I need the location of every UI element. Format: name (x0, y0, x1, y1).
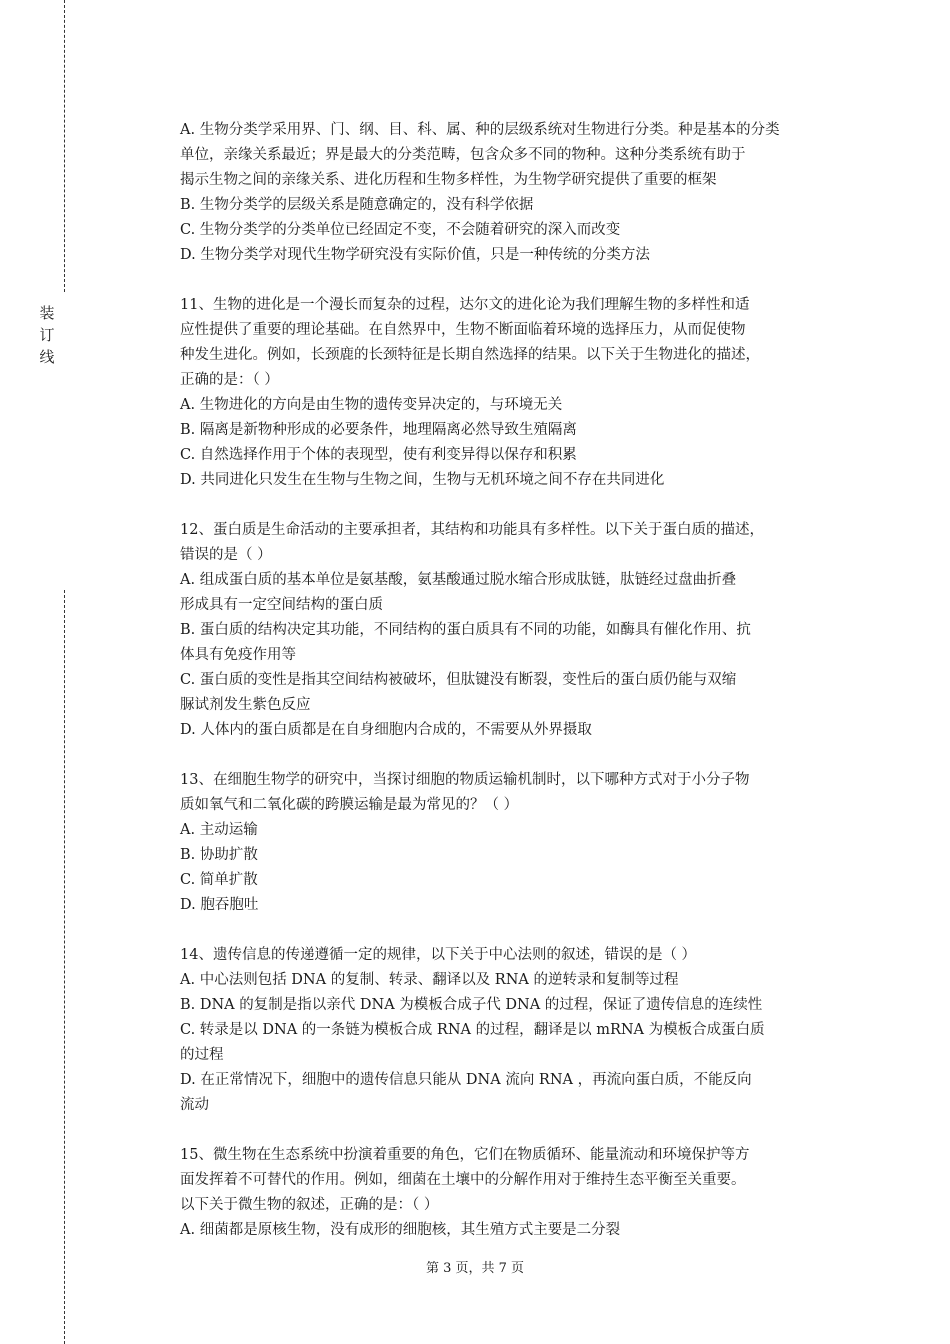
text-line: 形成具有一定空间结构的蛋白质 (180, 597, 383, 613)
text-line: 以下关于微生物的叙述，正确的是：（ ） (180, 1197, 439, 1213)
text-line: A. 细菌都是原核生物，没有成形的细胞核，其生殖方式主要是二分裂 (180, 1222, 621, 1238)
text-line: C. 转录是以 DNA 的一条链为模板合成 RNA 的过程，翻译是以 mRNA 为模板合成蛋白质 (180, 1022, 765, 1038)
text-line: B. 协助扩散 (180, 847, 258, 863)
text-line: A. 主动运输 (180, 822, 258, 838)
question-block (180, 943, 845, 1118)
text-line: A. 组成蛋白质的基本单位是氨基酸，氨基酸通过脱水缩合形成肽链，肽链经过盘曲折叠 (180, 572, 737, 588)
text-line: 的过程 (180, 1047, 224, 1063)
text-line: 揭示生物之间的亲缘关系、进化历程和生物多样性，为生物学研究提供了重要的框架 (180, 172, 717, 188)
text-line: D. 人体内的蛋白质都是在自身细胞内合成的，不需要从外界摄取 (180, 722, 592, 738)
text-line: C. 简单扩散 (180, 872, 258, 888)
text-line: C. 蛋白质的变性是指其空间结构被破坏，但肽键没有断裂，变性后的蛋白质仍能与双缩 (180, 672, 737, 688)
question-block (180, 118, 845, 268)
text-line: A. 中心法则包括 DNA 的复制、转录、翻译以及 RNA 的逆转录和复制等过程 (180, 972, 679, 988)
text-line: 正确的是：（ ） (180, 372, 279, 388)
text-line: 流动 (180, 1097, 209, 1113)
text-line: 错误的是（ ） (180, 547, 272, 563)
binding-label (36, 302, 58, 368)
text-line: 11、生物的进化是一个漫长而复杂的过程，达尔文的进化论为我们理解生物的多样性和适 (180, 297, 750, 313)
question-content (180, 118, 845, 1268)
text-line: B. 隔离是新物种形成的必要条件，地理隔离必然导致生殖隔离 (180, 422, 577, 438)
text-line: 体具有免疫作用等 (180, 647, 296, 663)
text-line: 脲试剂发生紫色反应 (180, 697, 311, 713)
text-line: 14、遗传信息的传递遵循一定的规律，以下关于中心法则的叙述，错误的是（ ） (180, 947, 697, 963)
text-line: 13、在细胞生物学的研究中，当探讨细胞的物质运输机制时，以下哪种方式对于小分子物 (180, 772, 750, 788)
binding-line-bottom (64, 590, 65, 1344)
text-line: B. 生物分类学的层级关系是随意确定的，没有科学依据 (180, 197, 534, 213)
question-block (180, 1143, 845, 1243)
text-line: C. 自然选择作用于个体的表现型，使有利变异得以保存和积累 (180, 447, 577, 463)
text-line: 单位，亲缘关系最近；界是最大的分类范畴，包含众多不同的物种。这种分类系统有助于 (180, 147, 746, 163)
binding-label-char: 装 (39, 304, 55, 322)
text-line: 15、微生物在生态系统中扮演着重要的角色，它们在物质循环、能量流动和环境保护等方 (180, 1147, 750, 1163)
text-line: C. 生物分类学的分类单位已经固定不变，不会随着研究的深入而改变 (180, 222, 621, 238)
text-line: D. 生物分类学对现代生物学研究没有实际价值，只是一种传统的分类方法 (180, 247, 650, 263)
text-line: B. DNA 的复制是指以亲代 DNA 为模板合成子代 DNA 的过程，保证了遗传信息的连续性 (180, 997, 763, 1013)
binding-label-char: 线 (39, 348, 55, 366)
text-line: 种发生进化。例如，长颈鹿的长颈特征是长期自然选择的结果。以下关于生物进化的描述， (180, 347, 760, 363)
text-line: 12、蛋白质是生命活动的主要承担者，其结构和功能具有多样性。以下关于蛋白质的描述， (180, 522, 764, 538)
text-line: 质如氧气和二氧化碳的跨膜运输是最为常见的？（ ） (180, 797, 519, 813)
text-line: B. 蛋白质的结构决定其功能，不同结构的蛋白质具有不同的功能，如酶具有催化作用、抗 (180, 622, 751, 638)
text-line: 应性提供了重要的理论基础。在自然界中，生物不断面临着环境的选择压力，从而促使物 (180, 322, 746, 338)
text-line: 面发挥着不可替代的作用。例如，细菌在土壤中的分解作用对于维持生态平衡至关重要。 (180, 1172, 746, 1188)
text-line: A. 生物进化的方向是由生物的遗传变异决定的，与环境无关 (180, 397, 563, 413)
binding-line-top (64, 0, 65, 292)
text-line: D. 胞吞胞吐 (180, 897, 259, 913)
text-line: A. 生物分类学采用界、门、纲、目、科、属、种的层级系统对生物进行分类。种是基本的分类 (180, 122, 780, 138)
question-block (180, 518, 845, 743)
text-line: D. 在正常情况下，细胞中的遗传信息只能从 DNA 流向 RNA ，再流向蛋白质，不能反向 (180, 1072, 752, 1088)
text-line: D. 共同进化只发生在生物与生物之间，生物与无机环境之间不存在共同进化 (180, 472, 665, 488)
binding-label-char: 订 (39, 326, 55, 344)
page-footer: 第 3 页，共 7 页 (425, 1261, 525, 1276)
question-block (180, 768, 845, 918)
question-block (180, 293, 845, 493)
